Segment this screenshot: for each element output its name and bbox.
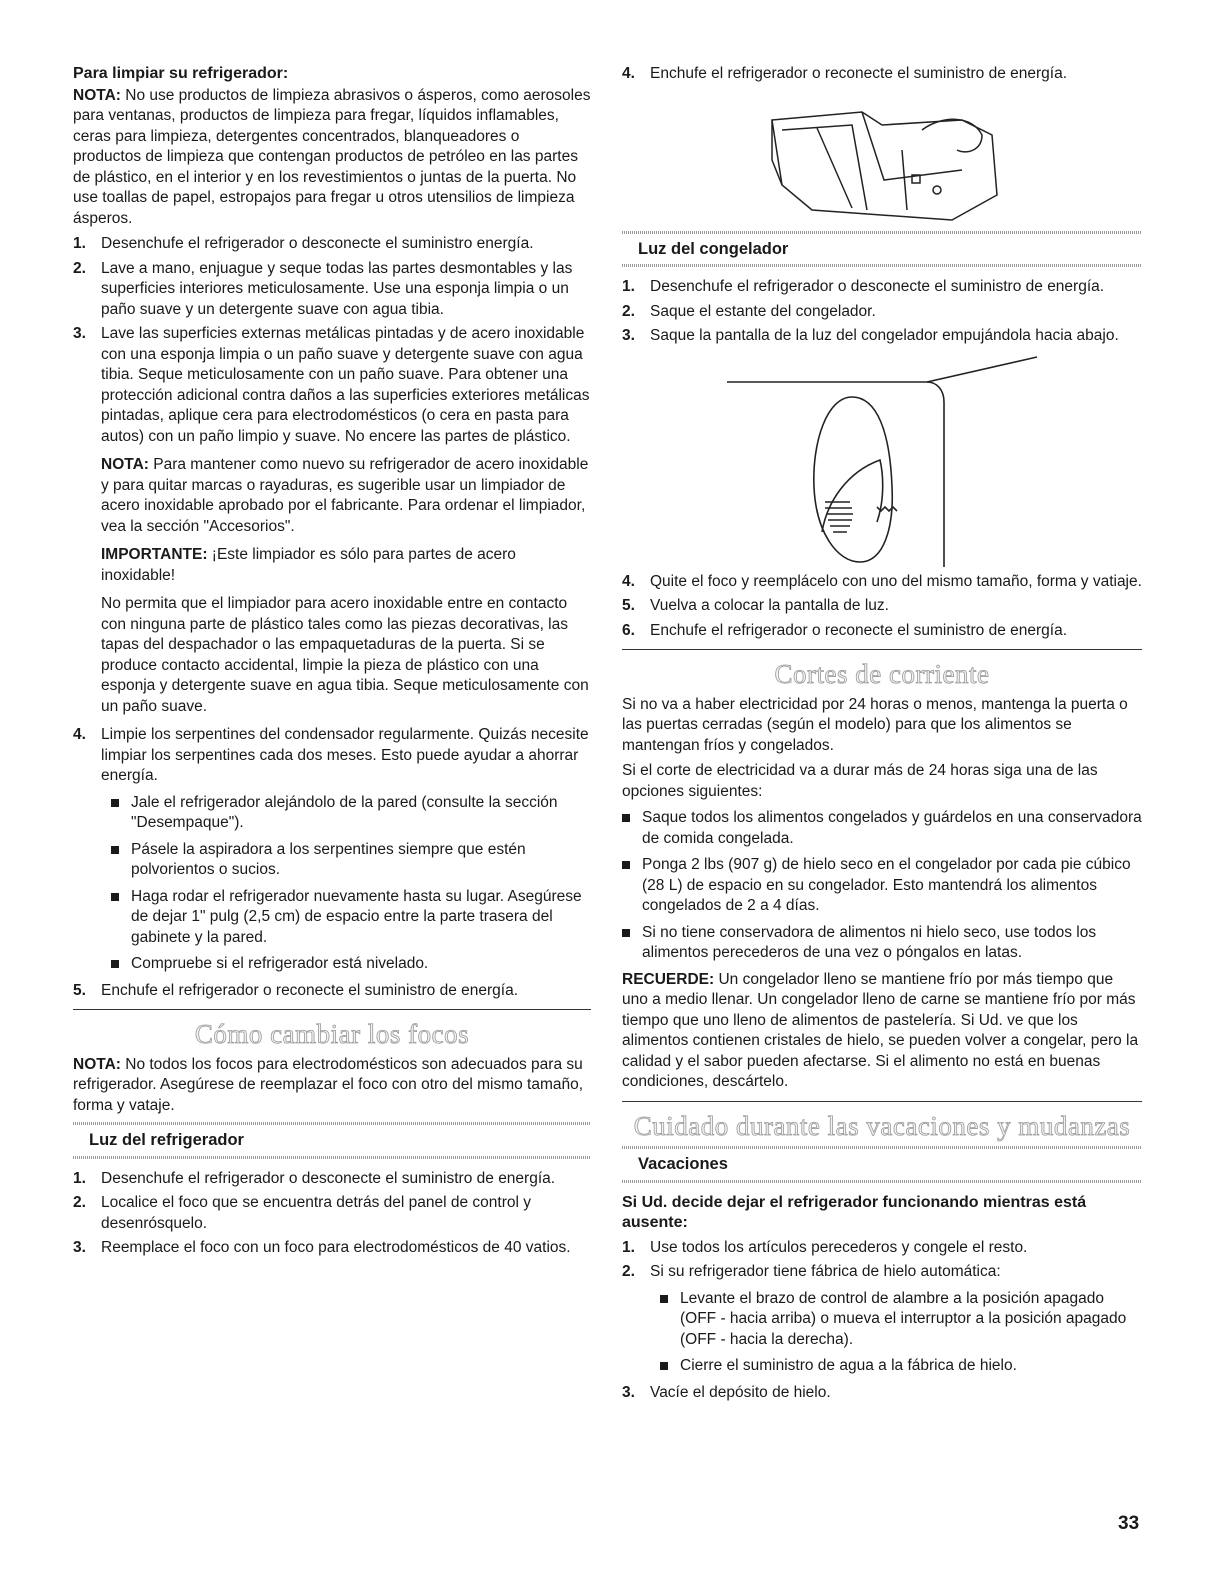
page-number: 33 bbox=[1118, 1513, 1140, 1534]
list-item: 5. Enchufe el refrigerador o reconecte el suministro de energía. bbox=[73, 981, 519, 999]
bullet-item: Cierre el suministro de agua a la fábrica de hielo. bbox=[650, 1356, 1142, 1377]
note-stainless: NOTA: Para mantener como nuevo su refrigerador de acero inoxidable y para quitar marcas o rayaduras, es sugerible usar un limpiador de acero inoxidable aprobado por el fabricante. Para ordenar el limpiador, vea la sección "Accesorios". bbox=[101, 456, 589, 535]
bullet-item: Compruebe si el refrigerador está nivelado. bbox=[101, 954, 591, 975]
list-item: 1. Desenchufe el refrigerador o desconecte el suministro energía. bbox=[73, 235, 534, 252]
note-cleaning: NOTA: No use productos de limpieza abrasivos o ásperos, como aerosoles para ventanas, productos de limpieza para fregar, líquidos inflamables, ceras para limpieza, detergentes concentrados, blanqueadores o productos de limpieza que contengan productos de petróleo en las partes de plástico, en el interior y en los revestimientos o juntas de la puerta. No use toallas de papel, estropajos para fregar u otros utensilios de limpieza ásperos. bbox=[73, 86, 591, 227]
cleaning-steps bbox=[73, 234, 591, 1001]
list-item: 4. Limpie los serpentines del condensador regularmente. Quizás necesite limpiar los serpentines cada dos meses. Esto puede ayudar a ahorrar energía. Jale el refrigerador alejándolo de la pared (consulte la sección "Desempaque"). Pásele la aspiradora a los serpentines siempre que estén polvorientos o sucios. Haga rodar el refrigerador nuevamente hasta su lugar. Asegúrese de dejar 1" pulg (2,5 cm) de espacio entre la parte trasera del gabinete y la pared. Compruebe si el refrigerador está nivelado. bbox=[73, 725, 591, 975]
step3-notes bbox=[101, 455, 591, 717]
list-item: 3. Saque la pantalla de la luz del congelador empujándola hacia abajo. bbox=[622, 327, 1119, 344]
section-title-outages: Cortes de corriente bbox=[774, 659, 990, 689]
list-item: 4. Quite el foco y reemplácelo con uno del mismo tamaño, forma y vatiaje. bbox=[622, 572, 1142, 590]
right-column bbox=[622, 64, 1142, 1408]
list-item: 1. Desenchufe el refrigerador o desconecte el suministro de energía. bbox=[622, 278, 1105, 295]
divider bbox=[73, 1009, 591, 1010]
left-column bbox=[73, 64, 591, 1264]
remember-note: RECUERDE: Un congelador lleno se mantiene frío por más tiempo que uno a medio llenar. Un congelador lleno de carne se mantiene frío por más tiempo que uno lleno de alimentos de pastelería. Si Ud. ve que los alimentos contienen cristales de hielo, se pueden volver a congelar, pero la calidad y el sabor pueden afectarse. Si el alimento no está en buenas condiciones, descártelo. bbox=[622, 970, 1139, 1090]
bullet-item: Jale el refrigerador alejándolo de la pared (consulte la sección "Desempaque"). bbox=[101, 793, 591, 834]
ice-maker-bullets bbox=[650, 1289, 1142, 1377]
vacaciones-heading: Vacaciones bbox=[622, 1146, 1142, 1183]
bullet-item: Levante el brazo de control de alambre a la posición apagado (OFF - hacia arriba) o mueva el interruptor a la posición apagado (OFF - hacia la derecha). bbox=[650, 1289, 1142, 1351]
fridge-light-heading: Luz del refrigerador bbox=[73, 1122, 591, 1159]
bullet-item: Si no tiene conservadora de alimentos ni hielo seco, use todos los alimentos perecederos de una vez o póngalos en latas. bbox=[612, 923, 1142, 964]
divider bbox=[622, 1101, 1142, 1102]
freezer-steps-a bbox=[622, 277, 1142, 347]
list-item: 3. Lave las superficies externas metálicas pintadas y de acero inoxidable con una esponja limpia o un paño suave y detergente suave con agua tibia. Seque meticulosamente con un paño suave. Para obtener una protección adicional contra daños a las superficies exteriores metálicas pintadas, aplique cera para electrodomésticos (o cera en pasta para autos) con un paño limpio y suave. No encere las partes de plástico. NOTA: Para mantener como nuevo su refrigerador de acero inoxidable y para quitar marcas o rayaduras, es sugerible usar un limpiador de acero inoxidable aprobado por el fabricante. Para ordenar el limpiador, vea la sección "Accesorios". IMPORTANTE: ¡Este limpiador es sólo para partes de acero inoxidable! No permita que el limpiador para acero inoxidable entre en contacto con ninguna parte de plástico tales como las piezas decorativas, las tapas del despachador o las empaquetaduras de la puerta. Si se produce contacto accidental, limpie la pieza de plástico con una esponja y detergente suave en agua tibia. Seque meticulosamente con un paño suave. bbox=[73, 324, 591, 717]
list-item: 2. Lave a mano, enjuague y seque todas las partes desmontables y las superficies interiores meticulosamente. Use una esponja limpia o un paño suave y un detergente suave con agua tibia. bbox=[73, 259, 573, 318]
important-note: IMPORTANTE: ¡Este limpiador es sólo para partes de acero inoxidable! bbox=[101, 546, 516, 584]
list-item: 2. Localice el foco que se encuentra detrás del panel de control y desenrósquelo. bbox=[73, 1194, 531, 1232]
list-item: 1. Desenchufe el refrigerador o desconecte el suministro de energía. bbox=[73, 1169, 556, 1187]
list-item: 5. Vuelva a colocar la pantalla de luz. bbox=[622, 597, 889, 614]
section-title-vacation: Cuidado durante las vacaciones y mudanzas bbox=[633, 1110, 1131, 1141]
clean-heading: Para limpiar su refrigerador: bbox=[73, 65, 289, 82]
freezer-light-heading: Luz del congelador bbox=[622, 231, 1142, 268]
list-item: 2. Si su refrigerador tiene fábrica de hielo automática: Levante el brazo de control de alambre a la posición apagado (OFF - hacia arriba) o mueva el interruptor a la posición apagado (OFF - hacia la derecha). Cierre el suministro de agua a la fábrica de hielo. bbox=[622, 1262, 1142, 1377]
right-top-step bbox=[622, 64, 1142, 85]
bulbs-note: NOTA: No todos los focos para electrodomésticos son adecuados para su refrigerador. Asegúrese de reemplazar el foco con otro del mismo tamaño, forma y vataje. bbox=[73, 1055, 584, 1114]
divider bbox=[622, 649, 1142, 650]
list-item: 6. Enchufe el refrigerador o reconecte el suministro de energía. bbox=[622, 621, 1068, 639]
list-item: 1. Use todos los artículos perecederos y congele el resto. bbox=[622, 1238, 1028, 1256]
ice-bin-illustration bbox=[622, 90, 1142, 225]
freezer-steps-b bbox=[622, 572, 1142, 642]
bullet-item: Pásele la aspiradora a los serpentines siempre que estén polvorientos o sucios. bbox=[101, 840, 591, 881]
bullet-item: Saque todos los alimentos congelados y guárdelos en una conservadora de comida congelada. bbox=[612, 808, 1142, 849]
outage-bullets bbox=[612, 808, 1142, 964]
list-item: 4. Enchufe el refrigerador o reconecte el suministro de energía. bbox=[622, 65, 1068, 82]
bullet-item: Haga rodar el refrigerador nuevamente hasta su lugar. Asegúrese de dejar 1" pulg (2,5 cm) de espacio entre la parte trasera del gabinete y la pared. bbox=[101, 887, 591, 949]
vacation-bold-heading: Si Ud. decide dejar el refrigerador funcionando mientras está ausente: bbox=[622, 1193, 1087, 1231]
list-item: 2. Saque el estante del congelador. bbox=[622, 302, 876, 320]
bullet-item: Ponga 2 lbs (907 g) de hielo seco en el congelador por cada pie cúbico (28 L) de espacio en su congelador. Esto mantendrá los alimentos congelados de 2 a 4 días. bbox=[612, 855, 1142, 917]
list-item: 3. Reemplace el foco con un foco para electrodomésticos de 40 vatios. bbox=[73, 1239, 571, 1256]
section-title-bulbs: Cómo cambiar los focos bbox=[194, 1019, 470, 1049]
freezer-light-shield-illustration bbox=[622, 352, 1142, 572]
no-permita-paragraph: No permita que el limpiador para acero inoxidable entre en contacto con ninguna parte de plástico tales como las piezas decorativas, las tapas del despachador o las empaquetaduras de la puerta. Si se produce contacto accidental, limpie la pieza de plástico con una esponja y detergente suave en agua tibia. Seque meticulosamente con un paño suave. bbox=[101, 595, 589, 715]
outage-paragraph-1: Si no va a haber electricidad por 24 horas o menos, mantenga la puerta o las puertas cerradas (según el modelo) para que los alimentos se mantengan fríos y congelados. bbox=[622, 695, 1128, 754]
fridge-light-steps bbox=[73, 1169, 591, 1259]
vacation-steps bbox=[622, 1238, 1142, 1404]
condenser-bullets bbox=[101, 793, 591, 975]
list-item: 3. Vacíe el depósito de hielo. bbox=[622, 1383, 831, 1401]
outage-paragraph-2: Si el corte de electricidad va a durar más de 24 horas siga una de las opciones siguientes: bbox=[622, 762, 1098, 800]
